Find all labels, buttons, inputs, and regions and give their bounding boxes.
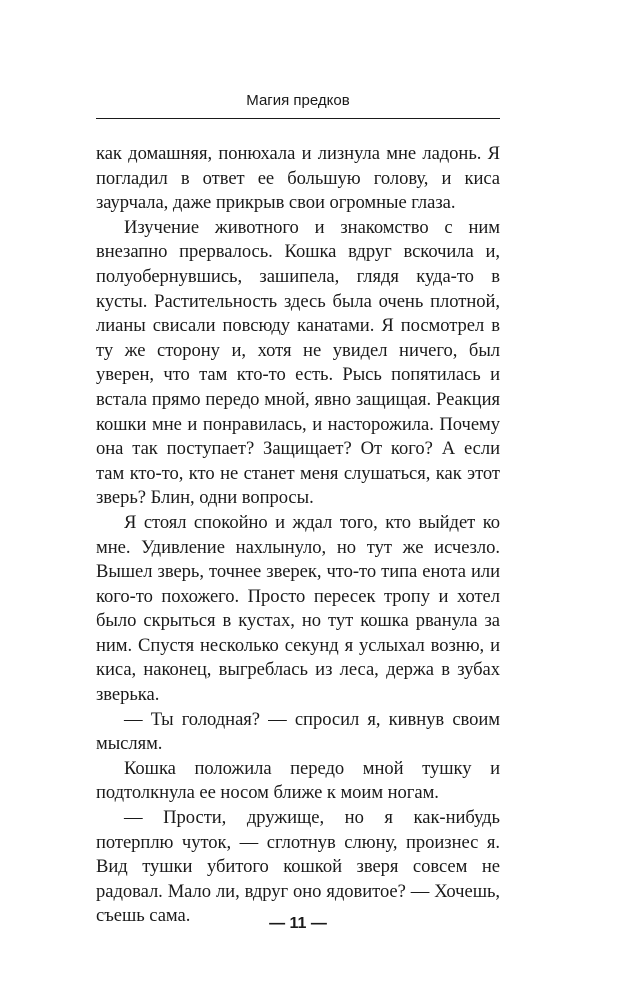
dialogue-paragraph: — Прости, дружище, но я как-нибудь потерплю чуток, — сглотнув слюну, произнес я. Вид тушки убитого кошкой зверя совсем не радовал. Мало ли, вдруг оно ядовитое? — Хочешь, съешь сама. [96, 807, 500, 927]
paragraph: Я стоял спокойно и ждал того, кто выйдет ко мне. Удивление нахлынуло, но тут же исчезло. Вышел зверь, точнее зверек, что-то типа енота или кого-то похожего. Просто пересек тропу и хотел было скрыться в кустах, но тут кошка рванула за ним. Спустя несколько секунд я услыхал возню, и киса, наконец, выгреблась из леса, держа в зубах зверька. [96, 511, 500, 706]
dialogue-paragraph: — Ты голодная? — спросил я, кивнув своим мыслям. [96, 708, 500, 755]
body-text [96, 142, 500, 929]
paragraph: Изучение животного и знакомство с ним внезапно прервалось. Кошка вдруг вскочила и, полуобернувшись, зашипела, глядя куда-то в кусты. Растительность здесь была очень плотной, лианы свисали повсюду канатами. Я посмотрел в ту же сторону и, хотя не увидел ничего, был уверен, что там кто-то есть. Рысь попятилась и встала прямо передо мной, явно защищая. Реакция кошки мне и понравилась, и насторожила. Почему она так поступает? Защищает? От кого? А если там кто-то, кто не станет меня слушаться, как этот зверь? Блин, одни вопросы. [96, 216, 500, 509]
paragraph: Кошка положила передо мной тушку и подтолкнула ее носом ближе к моим ногам. [96, 757, 500, 804]
paragraph-continued: как домашняя, понюхала и лизнула мне ладонь. Я погладил в ответ ее большую голову, и киса заурчала, даже прикрыв свои огромные глаза. [96, 143, 500, 214]
running-head: Магия предков [246, 92, 350, 109]
header-rule [96, 118, 500, 119]
page-number: — 11 — [269, 915, 327, 932]
